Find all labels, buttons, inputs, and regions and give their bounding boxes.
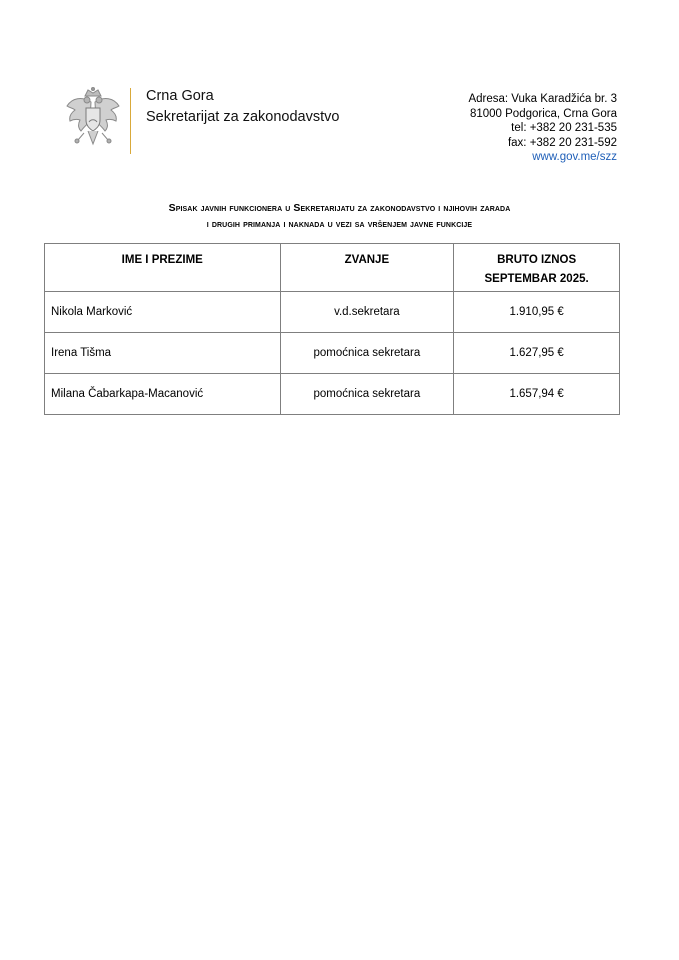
fax-number: fax: +382 20 231-592 <box>507 136 617 149</box>
country-name: Crna Gora <box>146 88 214 104</box>
cell-name: Nikola Marković <box>45 292 281 333</box>
title-line-2: i drugih primanja i naknada u vezi sa vršenjem javne funkcije <box>206 218 473 230</box>
cell-amount: 1.910,95 € <box>454 292 620 333</box>
officials-salary-table <box>44 243 620 415</box>
cell-name: Milana Čabarkapa-Macanović <box>45 374 281 415</box>
cell-title: pomoćnica sekretara <box>280 333 454 374</box>
table-header-row <box>45 244 620 292</box>
institution-name: Sekretarijat za zakonodavstvo <box>146 109 340 125</box>
cell-title: pomoćnica sekretara <box>280 374 454 415</box>
table-row <box>45 374 620 415</box>
montenegro-coat-of-arms-icon <box>64 86 122 148</box>
header-amount-line-1: BRUTO IZNOS <box>497 254 577 266</box>
cell-name: Irena Tišma <box>45 333 281 374</box>
table-row <box>45 333 620 374</box>
table-row <box>45 292 620 333</box>
website-link[interactable]: www.gov.me/szz <box>532 151 617 163</box>
phone-number: tel: +382 20 231-535 <box>511 122 617 134</box>
cell-amount: 1.627,95 € <box>454 333 620 374</box>
organization-name <box>146 86 339 128</box>
header-divider <box>130 88 131 154</box>
header-title: ZVANJE <box>280 244 454 292</box>
header-name: IME I PREZIME <box>45 244 281 292</box>
document-title <box>40 200 639 232</box>
header-amount-line-2: SEPTEMBAR 2025. <box>484 273 589 285</box>
title-line-1: Spisak javnih funkcionera u Sekretarijatu za zakonodavstvo i njihovih zarada <box>168 202 511 214</box>
city-address: 81000 Podgorica, Crna Gora <box>469 107 617 120</box>
address-block <box>468 92 617 165</box>
street-address: Adresa: Vuka Karadžića br. 3 <box>468 93 617 105</box>
header-amount <box>454 244 620 292</box>
cell-title: v.d.sekretara <box>280 292 454 333</box>
cell-amount: 1.657,94 € <box>454 374 620 415</box>
